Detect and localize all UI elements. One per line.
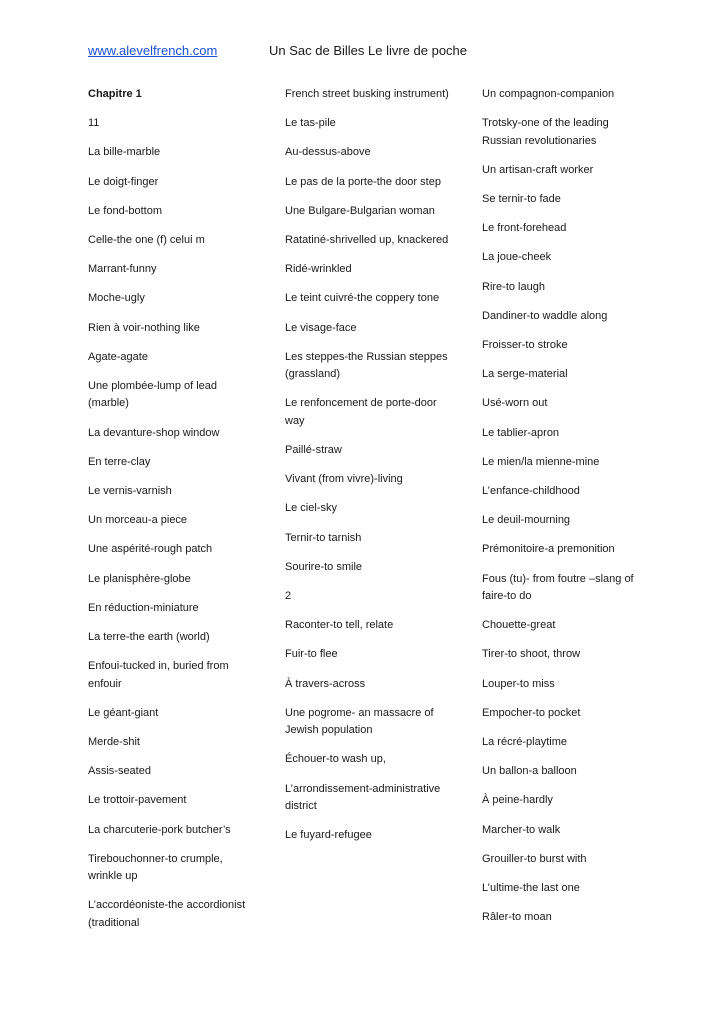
- vocab-entry: L’arrondissement-administrative district: [285, 782, 441, 813]
- vocab-entry: Un compagnon-companion: [482, 88, 615, 100]
- vocab-entry: Chouette-great: [482, 619, 556, 632]
- vocab-entry: La charcuterie-pork butcher’s: [88, 823, 231, 836]
- vocab-entry: Le visage-face: [285, 321, 357, 334]
- vocab-entry: En réduction-miniature: [88, 601, 199, 614]
- vocab-entry: Le front-forehead: [482, 222, 567, 235]
- vocab-entry: Rien à voir-nothing like: [88, 321, 200, 334]
- vocab-entry: Un artisan-craft worker: [482, 163, 594, 176]
- vocab-entry: À peine-hardly: [482, 794, 553, 807]
- vocab-entry: Le doigt-finger: [88, 175, 159, 188]
- vocab-entry: Usé-worn out: [482, 397, 548, 410]
- vocab-entry: Agate-agate: [88, 350, 148, 363]
- vocab-entry: Les steppes-the Russian steppes (grassland): [285, 350, 448, 381]
- vocab-entry: Une pogrome- an massacre of Jewish population: [285, 706, 434, 737]
- vocab-entry: La joue-cheek: [482, 251, 552, 264]
- vocab-entry: Au-dessus-above: [285, 146, 371, 159]
- vocab-entry: Le géant-giant: [88, 706, 159, 719]
- vocab-entry: Une aspérité-rough patch: [88, 543, 213, 556]
- vocab-entry: La bille-marble: [88, 146, 161, 159]
- vocab-entry: Marcher-to walk: [482, 823, 561, 836]
- vocab-entry: L’ultime-the last one: [482, 881, 580, 894]
- vocab-entry: Le ciel-sky: [285, 502, 337, 515]
- vocab-entry: Prémonitoire-a premonition: [482, 543, 615, 556]
- vocab-entry: Enfoui-tucked in, buried from enfouir: [88, 660, 229, 690]
- vocab-entry: Trotsky-one of the leading Russian revolutionaries: [482, 117, 609, 147]
- vocab-column-1: [88, 86, 258, 944]
- vocab-entry: Le mien/la mienne-mine: [482, 455, 600, 468]
- vocab-entry: Le pas de la porte-the door step: [285, 175, 441, 188]
- vocab-entry: L’accordéoniste-the accordionist (traditional: [88, 899, 246, 929]
- vocab-entry: Vivant (from vivre)-living: [285, 473, 403, 486]
- vocab-entry: Le teint cuivré-the coppery tone: [285, 292, 440, 305]
- vocab-entry: Merde-shit: [88, 735, 140, 748]
- vocab-entry: French street busking instrument): [285, 88, 449, 100]
- edition-label: Le livre de poche: [368, 43, 468, 58]
- vocab-entry: Ratatiné-shrivelled up, knackered: [285, 233, 449, 246]
- vocab-entry: La terre-the earth (world): [88, 630, 210, 643]
- vocab-entry: À travers-across: [285, 677, 366, 690]
- vocab-entry: Marrant-funny: [88, 263, 157, 276]
- vocab-entry: Une Bulgare-Bulgarian woman: [285, 204, 435, 217]
- vocab-entry: Le vernis-varnish: [88, 484, 172, 497]
- vocab-entry: Le fuyard-refugee: [285, 829, 372, 842]
- vocab-entry: Fuir-to flee: [285, 648, 338, 661]
- vocab-entry: Paillé-straw: [285, 444, 342, 457]
- vocab-entry: Le planisphère-globe: [88, 572, 191, 585]
- vocab-entry: Dandiner-to waddle along: [482, 309, 608, 322]
- vocab-entry: En terre-clay: [88, 455, 151, 468]
- vocab-entry: Sourire-to smile: [285, 560, 363, 573]
- chapter-heading: Chapitre 1: [88, 88, 142, 100]
- vocab-entry: Le trottoir-pavement: [88, 794, 187, 807]
- vocab-entry: Râler-to moan: [482, 911, 552, 924]
- vocab-entry: Le tablier-apron: [482, 426, 560, 439]
- vocab-entry: Le tas-pile: [285, 117, 336, 130]
- vocab-column-3: [482, 86, 647, 938]
- vocab-entry: Louper-to miss: [482, 677, 555, 690]
- vocab-entry: Moche-ugly: [88, 292, 145, 305]
- vocab-entry: Échouer-to wash up,: [285, 753, 386, 766]
- vocab-entry: La récré-playtime: [482, 735, 567, 748]
- vocab-entry: Le renfoncement de porte-door way: [285, 397, 437, 427]
- page-header: [88, 43, 695, 61]
- vocab-entry: 11: [88, 117, 100, 130]
- vocab-entry: Assis-seated: [88, 765, 151, 778]
- vocab-entry: Grouiller-to burst with: [482, 852, 587, 865]
- vocab-entry: Une plombée-lump of lead (marble): [88, 379, 218, 410]
- vocab-entry: 2: [285, 590, 292, 602]
- vocab-entry: Tirer-to shoot, throw: [482, 648, 581, 661]
- book-title: Un Sac de Billes: [269, 43, 365, 58]
- vocab-column-2: [285, 86, 455, 857]
- vocab-entry: Froisser-to stroke: [482, 339, 568, 351]
- website-link[interactable]: www.alevelfrench.com: [88, 43, 218, 58]
- vocab-entry: L’enfance-childhood: [482, 484, 580, 497]
- vocab-entry: La serge-material: [482, 368, 568, 381]
- vocab-entry: Le fond-bottom: [88, 204, 162, 217]
- vocab-entry: Le deuil-mourning: [482, 514, 571, 527]
- vocab-entry: Se ternir-to fade: [482, 193, 561, 206]
- vocab-entry: Un morceau-a piece: [88, 514, 188, 527]
- vocab-entry: Fous (tu)- from foutre –slang of faire-to do: [482, 572, 634, 602]
- vocab-entry: Ridé-wrinkled: [285, 263, 352, 276]
- vocab-entry: Rire-to laugh: [482, 280, 545, 293]
- vocab-entry: Celle-the one (f) celui m: [88, 233, 205, 246]
- vocab-entry: Un ballon-a balloon: [482, 765, 577, 778]
- vocab-entry: Raconter-to tell, relate: [285, 619, 394, 632]
- vocab-entry: Ternir-to tarnish: [285, 531, 362, 544]
- vocab-entry: La devanture-shop window: [88, 426, 220, 439]
- vocab-entry: Empocher-to pocket: [482, 706, 581, 719]
- vocab-entry: Tirebouchonner-to crumple, wrinkle up: [88, 852, 223, 883]
